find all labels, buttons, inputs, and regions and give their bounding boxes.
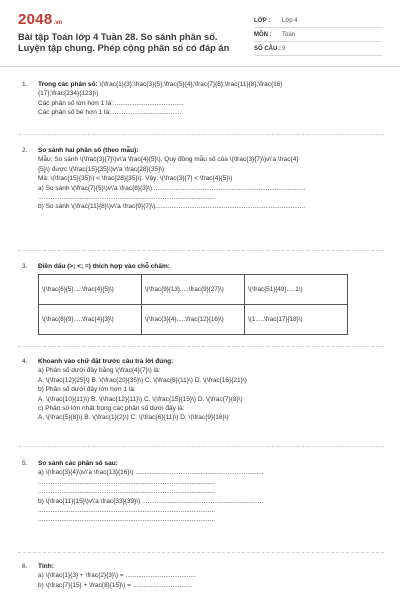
meta-value: Toán — [282, 32, 296, 38]
section-divider — [18, 250, 384, 251]
answer-line: b) \(\frac{11}{15}\)v\'a \frac{33}{39}\) ................................................................... — [38, 497, 264, 505]
section-divider — [18, 552, 384, 553]
options-b: A. \(\frac{10}{11}\) B. \(\frac{12}{11}\) C. \(\frac{15}{15}\) D. \(\frac{7}{8}\) — [38, 395, 243, 403]
table-cell: \(\frac{6}{5}.....\frac{4}{5}\) — [39, 275, 142, 305]
table-cell: \(\frac{3}{4}.....\frac{12}{16}\) — [142, 305, 245, 335]
document-header — [0, 0, 400, 64]
table-cell: \(1.....\frac{17}{18}\) — [245, 305, 348, 335]
table-cell: \(\frac{51}{49}.....1\) — [245, 275, 348, 305]
meta-value: Lớp 4 — [282, 18, 298, 24]
question-6 — [18, 562, 384, 590]
question-number: 6. — [22, 563, 28, 570]
question-1-title: Trong các phân số: — [38, 81, 98, 88]
question-number: 5. — [22, 460, 28, 467]
example-line: Mẫu: So sánh \(\frac{3}{7}\)v\'a \frac{4}{5}\). Quy đồng mẫu số của \(\frac{3}{7}\)v\'a \frac{4} — [38, 156, 299, 164]
answer-line: a) So sánh \(\frac{7}{5}\)v\'a \frac{8}{3}\) .................................................................................... — [38, 184, 306, 192]
header-divider — [0, 66, 400, 67]
question-6-title: Tính: — [38, 563, 54, 570]
logo-suffix-text: .vn — [53, 20, 63, 26]
section-divider — [18, 346, 384, 347]
meta-value: 9 — [282, 46, 286, 52]
example-line: {5}\) được \(\frac{15}{35}\)v\'a \frac{28}{35}\) — [38, 165, 165, 173]
answer-line: b) So sánh \(\frac{11}{8}\)v\'a \frac{9}{7}\)................................................................................... — [38, 203, 306, 211]
sub-question-a: a) Phân số dưới đây bằng \(\frac{4}{7}\) là: — [38, 367, 161, 375]
question-3-title: Điền dấu (>; <; =) thích hợp vào chỗ chấm: — [38, 263, 170, 270]
table-row — [39, 275, 348, 305]
question-number: 2. — [22, 147, 28, 154]
answer-line: Các phân số bé hơn 1 là: ...................................... — [38, 109, 182, 117]
section-divider — [18, 134, 384, 135]
question-5-title: So sánh các phân số sau: — [38, 460, 118, 467]
comparison-table — [38, 274, 348, 335]
table-cell: \(\frac{8}{9}.....\frac{4}{3}\) — [39, 305, 142, 335]
question-5 — [18, 459, 384, 525]
meta-label: LỚP : — [254, 18, 271, 24]
options-c: A. \(\frac{5}{8}\) B. \(\frac{1}{2}\) C. \(\frac{6}{11}\) D. \(\frac{9}{16}\) — [38, 414, 229, 422]
answer-line: a) \(\frac{3}{4}\)v\'a \frac{13}{16}\) ....................................................................... — [38, 469, 264, 477]
options-a: A. \(\frac{12}{25}\) B. \(\frac{20}{35}\) C. \(\frac{8}{11}\) D. \(\frac{16}{21}\) — [38, 376, 247, 384]
question-number: 4. — [22, 358, 28, 365]
question-number: 1. — [22, 81, 28, 88]
document-title: Bài tập Toán lớp 4 Tuần 28. So sánh phân số. Luyện tập chung. Phép cộng phân số có đáp án — [18, 32, 230, 53]
question-1-prompt — [38, 80, 384, 89]
question-4-title: Khoanh vào chữ đặt trước câu trả lời đúng: — [38, 358, 174, 365]
question-1-fractions: \(\frac{1}{3};\frac{3}{5};\frac{5}{4};\frac{7}{8};\frac{11}{8};\frac{16} — [97, 81, 283, 88]
section-divider — [18, 446, 384, 447]
answer-line: .................................................................................................. — [38, 194, 215, 202]
example-line: Mà: \(\frac{15}{35}\) < \frac{28}{35}\). Vậy: \(\frac{3}{7} < \frac{4}{5}\) — [38, 175, 233, 183]
question-1-fractions-cont: {17};\frac{234}{123}\) — [38, 90, 99, 98]
answer-line: .................................................................................................. — [38, 478, 215, 486]
meta-row-question-count — [254, 42, 382, 56]
question-1 — [18, 80, 384, 118]
meta-label: SỐ CÂU : — [254, 46, 281, 52]
answer-line: .................................................................................................. — [38, 516, 215, 524]
sub-question-c: c) Phân số lớn nhất trong các phân số dưới đây là: — [38, 405, 185, 413]
question-2-title: So sánh hai phân số (theo mẫu): — [38, 147, 139, 154]
site-logo[interactable] — [18, 11, 62, 29]
answer-line: Các phân số lớn hơn 1 là: ...................................... — [38, 99, 184, 107]
meta-label: MÔN : — [254, 32, 272, 38]
answer-line: .................................................................................................. — [38, 488, 215, 496]
meta-info-box — [254, 14, 382, 56]
sub-question-b: b) Phân số dưới đây lớn hơn 1 là: — [38, 386, 136, 394]
answer-line: .................................................................................................. — [38, 507, 215, 515]
question-3 — [18, 262, 384, 335]
table-cell: \(\frac{9}{13}.....\frac{9}{27}\) — [142, 275, 245, 305]
question-4 — [18, 357, 384, 423]
meta-row-subject — [254, 28, 382, 42]
meta-row-class — [254, 14, 382, 28]
question-number: 3. — [22, 263, 28, 270]
answer-line: a) \(\frac{1}{3} + \frac{2}{3}\) = ....................................... — [38, 572, 196, 580]
table-row — [39, 305, 348, 335]
answer-line: b) \(\frac{7}{15} + \frac{8}{15}\) = ................................. — [38, 581, 193, 589]
logo-main-text: 2048 — [18, 11, 53, 28]
question-2 — [18, 146, 384, 212]
